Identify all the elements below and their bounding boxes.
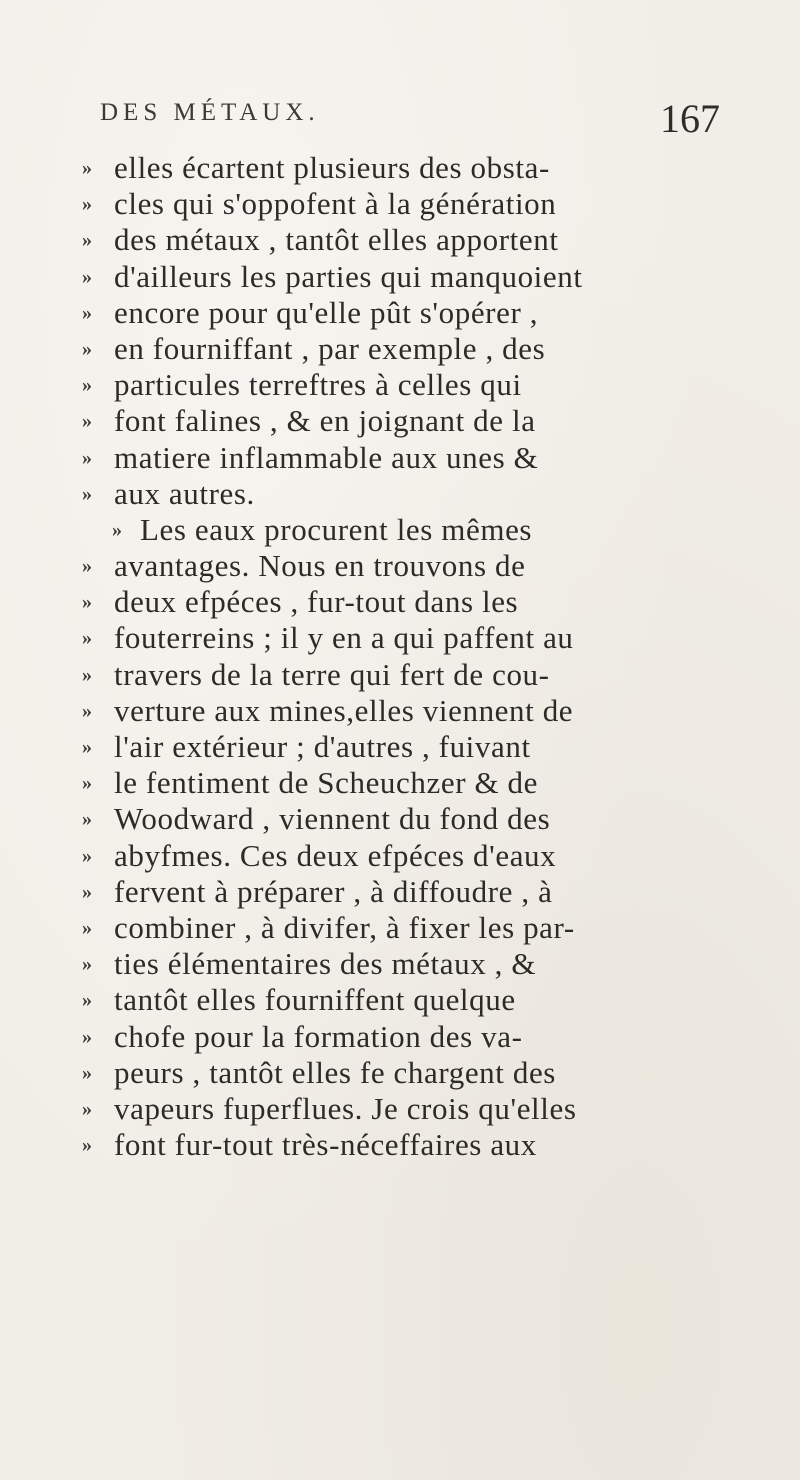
quotation-mark: »: [82, 736, 92, 758]
line-text: avantages. Nous en trouvons de: [114, 548, 526, 584]
quotation-mark: »: [82, 699, 92, 722]
text-line: [82, 657, 722, 693]
quotation-mark: »: [82, 157, 92, 179]
text-line: [82, 1127, 722, 1163]
quotation-mark: »: [82, 1025, 92, 1048]
text-line: [82, 512, 722, 548]
quotation-mark: »: [82, 916, 92, 939]
quotation-mark: »: [82, 1061, 92, 1084]
line-text: vapeurs fuperflues. Je crois qu'elles: [114, 1090, 577, 1126]
text-line: [82, 440, 722, 476]
text-line: [82, 765, 722, 801]
line-text: aux autres.: [114, 475, 255, 511]
text-line: [82, 186, 722, 222]
quotation-mark: »: [82, 374, 92, 397]
text-line: [82, 548, 722, 584]
text-line: [82, 295, 722, 331]
text-line: [82, 476, 722, 512]
text-line: [82, 259, 722, 295]
text-line: [82, 693, 722, 729]
line-text: verture aux mines,elles viennent de: [114, 692, 574, 728]
line-text: cles qui s'oppofent à la génération: [114, 186, 557, 222]
quotation-mark: »: [82, 446, 92, 469]
line-text: particules terreftres à celles qui: [114, 367, 522, 403]
quotation-mark: »: [82, 989, 92, 1012]
quotation-mark: »: [82, 772, 92, 795]
quotation-mark: »: [82, 844, 92, 867]
quotation-mark: »: [82, 229, 92, 252]
quotation-mark: »: [82, 1134, 92, 1157]
quotation-mark: »: [112, 518, 122, 541]
line-text: Les eaux procurent les mêmes: [140, 511, 533, 547]
quotation-mark: »: [82, 953, 92, 976]
text-line: [82, 150, 722, 186]
line-text: Woodward , viennent du fond des: [114, 801, 551, 837]
quotation-mark: »: [82, 663, 92, 686]
line-text: ties élémentaires des métaux , &: [114, 946, 537, 982]
text-line: [82, 620, 722, 656]
line-text: fouterreins ; il y en a qui paffent au: [114, 620, 574, 656]
text-line: [82, 874, 722, 910]
line-text: matiere inflammable aux unes &: [114, 439, 539, 475]
text-line: [82, 584, 722, 620]
quotation-mark: »: [82, 555, 92, 578]
line-text: travers de la terre qui fert de cou-: [114, 656, 550, 692]
text-line: [82, 403, 722, 439]
quotation-mark: »: [82, 1097, 92, 1120]
quotation-mark: »: [82, 301, 92, 324]
quotation-mark: »: [82, 410, 92, 433]
text-line: [82, 222, 722, 258]
text-line: [82, 838, 722, 874]
text-line: [82, 801, 722, 837]
line-text: des métaux , tantôt elles apportent: [114, 222, 559, 258]
page-header: [100, 95, 720, 141]
line-text: tantôt elles fourniffent quelque: [114, 982, 516, 1018]
quotation-mark: »: [82, 193, 92, 216]
text-line: [82, 982, 722, 1018]
line-text: font fur-tout très-néceffaires aux: [114, 1127, 537, 1163]
line-text: le fentiment de Scheuchzer & de: [114, 765, 539, 801]
line-text: abyfmes. Ces deux efpéces d'eaux: [114, 837, 557, 873]
quotation-mark: »: [82, 482, 92, 505]
line-text: combiner , à divifer, à fixer les par-: [114, 909, 575, 945]
quotation-mark: »: [82, 880, 92, 903]
text-line: [82, 729, 722, 765]
text-line: [82, 910, 722, 946]
line-text: encore pour qu'elle pût s'opérer ,: [114, 294, 539, 330]
quotation-mark: »: [82, 591, 92, 614]
line-text: font falines , & en joignant de la: [114, 403, 536, 439]
page-number: 167: [660, 96, 720, 141]
text-line: [82, 1019, 722, 1055]
line-text: elles écartent plusieurs des obsta-: [114, 150, 550, 185]
quotation-mark: »: [82, 265, 92, 288]
quotation-mark: »: [82, 627, 92, 650]
line-text: l'air extérieur ; d'autres , fuivant: [114, 729, 531, 764]
line-text: deux efpéces , fur-tout dans les: [114, 584, 519, 620]
line-text: peurs , tantôt elles fe chargent des: [114, 1054, 556, 1090]
text-line: [82, 367, 722, 403]
running-title: DES MÉTAUX.: [100, 99, 320, 126]
line-text: en fourniffant , par exemple , des: [114, 330, 546, 366]
text-line: [82, 331, 722, 367]
text-line: [82, 1055, 722, 1091]
line-text: chofe pour la formation des va-: [114, 1018, 523, 1054]
text-line: [82, 1091, 722, 1127]
text-line: [82, 946, 722, 982]
line-text: fervent à préparer , à diffoudre , à: [114, 873, 553, 909]
line-text: d'ailleurs les parties qui manquoient: [114, 258, 583, 294]
quotation-mark: »: [82, 337, 92, 360]
quotation-mark: »: [82, 808, 92, 831]
body-text: [82, 150, 722, 1163]
